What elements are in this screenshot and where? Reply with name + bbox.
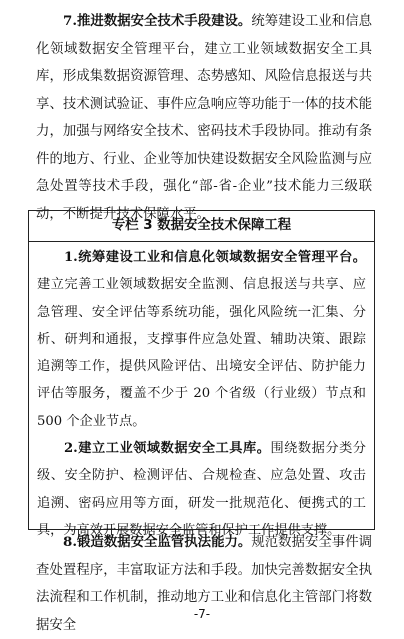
- section-7: [36, 8, 372, 228]
- page-number: -7-: [193, 607, 211, 621]
- column-box-body: [29, 242, 374, 544]
- box-item-1: [37, 244, 366, 435]
- section-7-body: 统筹建设工业和信息化领域数据安全管理平台，建立工业领域数据安全工具库，形成集数据资源管理、态势感知、风险信息报送与共享、技术测试验证、事件应急响应等功能于一体的技术能力，加强与网络安全技术、密码技术手段协同。推动有条件的地方、行业、企业等加快建设数据安全风险监测与应急处置等技术手段，强化“部-省-企业”技术能力三级联动，不断提升技术保障水平。: [36, 14, 372, 222]
- section-8: [36, 529, 372, 639]
- box-item-1-heading: 1.统筹建设工业和信息化领域数据安全管理平台。: [64, 250, 366, 265]
- column-box: [28, 210, 375, 538]
- section-8-paragraph: [36, 529, 372, 639]
- section-7-paragraph: [36, 8, 372, 228]
- section-8-heading: 8.锻造数据安全监管执法能力。: [63, 534, 252, 550]
- box-item-2-body: 围绕数据分类分级、安全防护、检测评估、合规检查、应急处置、攻击追溯、密码应用等方面，研发一批规范化、便携式的工具，为高效开展数据安全监管和保护工作提供支撑。: [37, 441, 366, 538]
- section-7-heading: 7.推进数据安全技术手段建设。: [63, 13, 252, 29]
- box-item-2-heading: 2.建立工业领域数据安全工具库。: [64, 441, 271, 457]
- box-item-1-body: 建立完善工业领域数据安全监测、信息报送与共享、应急管理、安全评估等系统功能，强化风险统一汇集、分析、研判和通报，支撑事件应急处置、辅助决策、跟踪追溯等工作，提供风险评估、出境安全评估、防护能力评估等服务，覆盖不少于 20 个省级（行业级）节点和 500 个企业节点。: [37, 277, 366, 429]
- section-8-body: 规范数据安全事件调查处置程序，丰富取证方法和手段。加快完善数据安全执法流程和工作机制，推动地方工业和信息化主管部门将数据安全: [36, 535, 372, 633]
- column-box-title: 专栏 3 数据安全技术保障工程: [29, 211, 374, 242]
- box-item-2: [37, 435, 366, 544]
